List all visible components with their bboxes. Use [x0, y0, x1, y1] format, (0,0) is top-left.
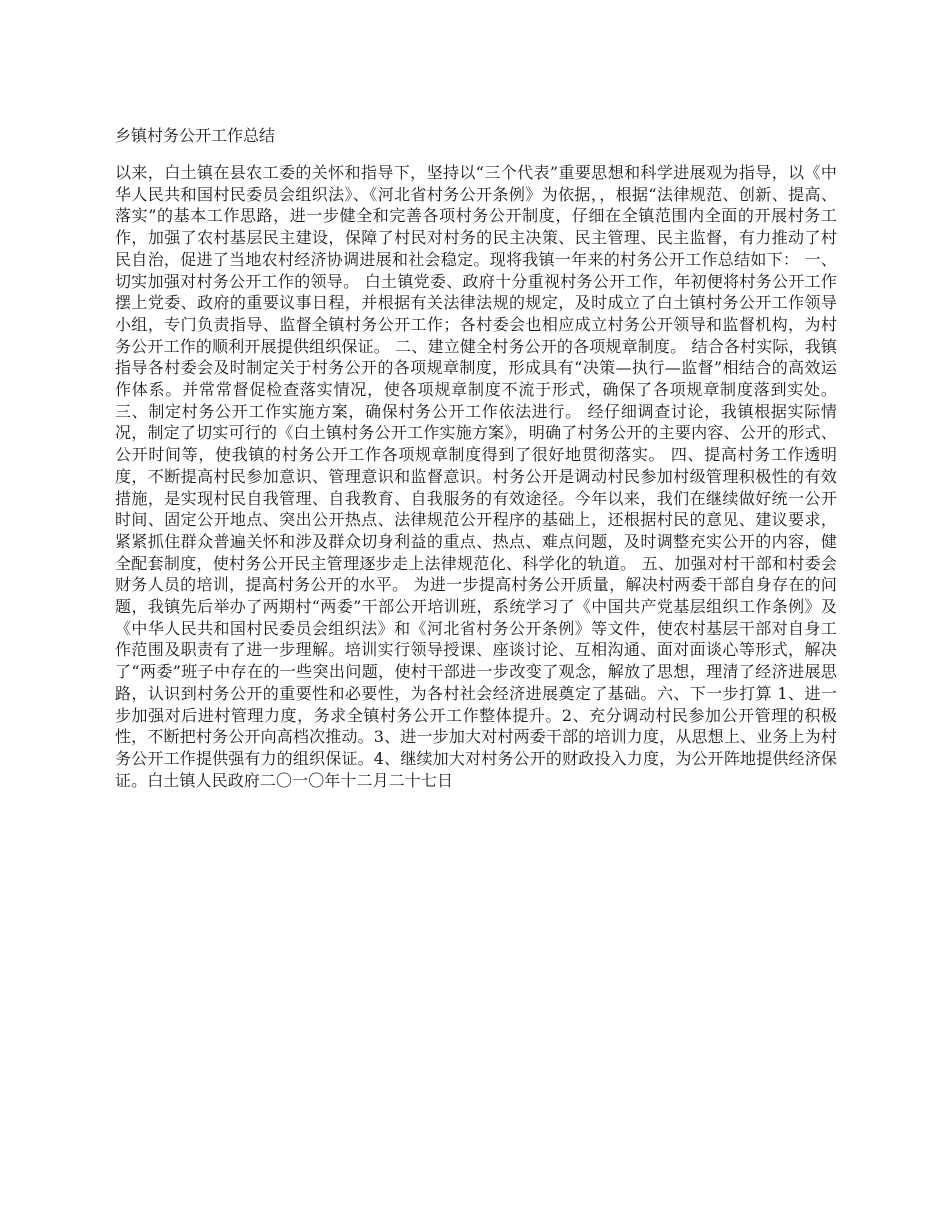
document-body-text: 以来，白土镇在县农工委的关怀和指导下，坚持以“三个代表”重要思想和科学进展观为指导，以《中华人民共和国村民委员会组织法》、《河北省村务公开条例》为依据，，根据“法律规范、创新、提高、落实”的基本工作思路，进一步健全和完善各项村务公开制度，仔细在全镇范围内全面的开展村务工作，加强了农村基层民主建设，保障了村民对村务的民主决策、民主管理、民主监督，有力推动了村民自治，促进了当地农村经济协调进展和社会稳定。现将我镇一年来的村务公开工作总结如下： 一、切实加强对村务公开工作的领导。 白土镇党委、政府十分重视村务公开工作，年初便将村务公开工作摆上党委、政府的重要议事日程，并根据有关法律法规的规定，及时成立了白土镇村务公开工作领导小组，专门负责指导、监督全镇村务公开工作；各村委会也相应成立村务公开领导和监督机构，为村务公开工作的顺利开展提供组织保证。 二、建立健全村务公开的各项规章制度。 结合各村实际，我镇指导各村委会及时制定关于村务公开的各项规章制度，形成具有“决策—执行—监督”相结合的高效运作体系。并常常督促检查落实情况，使各项规章制度不流于形式，确保了各项规章制度落到实处。 三、制定村务公开工作实施方案，确保村务公开工作依法进行。 经仔细调查讨论，我镇根据实际情况，制定了切实可行的《白土镇村务公开工作实施方案》，明确了村务公开的主要内容、公开的形式、公开时间等，使我镇的村务公开工作各项规章制度得到了很好地贯彻落实。 四、提高村务工作透明度，不断提高村民参加意识、管理意识和监督意识。村务公开是调动村民参加村级管理积极性的有效措施，是实现村民自我管理、自我教育、自我服务的有效途径。今年以来，我们在继续做好统一公开时间、固定公开地点、突出公开热点、法律规范公开程序的基础上，还根据村民的意见、建议要求，紧紧抓住群众普遍关怀和涉及群众切身利益的重点、热点、难点问题，及时调整充实公开的内容，健全配套制度，使村务公开民主管理逐步走上法律规范化、科学化的轨道。 五、加强对村干部和村委会财务人员的培训，提高村务公开的水平。 为进一步提高村务公开质量，解决村两委干部自身存在的问题，我镇先后举办了两期村“两委”干部公开培训班，系统学习了《中国共产党基层组织工作条例》及《中华人民共和国村民委员会组织法》和《河北省村务公开条例》等文件，使农村基层干部对自身工作范围及职责有了进一步理解。培训实行领导授课、座谈讨论、互相沟通、面对面谈心等形式，解决了“两委”班子中存在的一些突出问题，使村干部进一步改变了观念，解放了思想，理清了经济进展思路，认识到村务公开的重要性和必要性，为各村社会经济进展奠定了基础。六、下一步打算 1、进一步加强对后进村管理力度，务求全镇村务公开工作整体提升。2、充分调动村民参加公开管理的积极性，不断把村务公开向高档次推动。3、进一步加大对村两委干部的培训力度，从思想上、业务上为村务公开工作提供强有力的组织保证。4、继续加大对村务公开的财政投入力度，为公开阵地提供经济保证。白土镇人民政府二〇一〇年十二月二十七日 [115, 163, 837, 790]
document-title: 乡镇村务公开工作总结 [115, 126, 276, 145]
